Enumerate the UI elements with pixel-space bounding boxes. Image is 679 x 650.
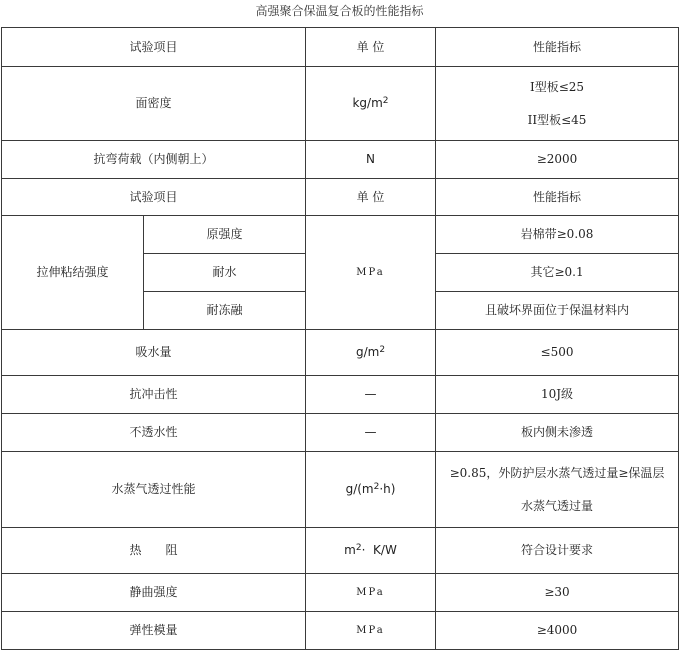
row-water-absorption-value: ≤500 [436,330,679,376]
row-thermal-item: 热 阻 [2,528,306,574]
row-tensile-value-1: 岩棉带≥0.08 [436,216,679,254]
value-line-1: ≥0.85，外防护层水蒸气透过量≥保温层 [449,466,665,481]
unit-superscript: 2 [379,345,386,356]
row-modulus-unit: MPa [306,612,436,650]
header-unit: 单 位 [306,179,436,216]
row-impact-unit: — [306,376,436,414]
unit-base: kg/m [352,96,383,111]
performance-table [1,27,679,650]
table-row [2,376,679,414]
table-row [2,216,679,254]
row-vapor-unit [306,452,436,528]
table-row [2,528,679,574]
row-vapor-item: 水蒸气透过性能 [2,452,306,528]
header-item: 试验项目 [2,28,306,67]
header-index: 性能指标 [436,28,679,67]
unit-superscript: 2 [373,482,380,493]
row-water-absorption-item: 吸水量 [2,330,306,376]
value-line-1: I型板≤25 [529,80,585,95]
value-line-2: 水蒸气透过量 [521,498,594,513]
row-tensile-sub-original: 原强度 [144,216,306,254]
row-tensile-sub-water: 耐水 [144,254,306,292]
row-impact-item: 抗冲击性 [2,376,306,414]
row-flexural-value: ≥30 [436,574,679,612]
table-row [2,141,679,179]
row-tensile-sub-freeze: 耐冻融 [144,292,306,330]
row-bending-item: 抗弯荷载（内侧朝上） [2,141,306,179]
table-row [2,452,679,528]
row-flexural-item: 静曲强度 [2,574,306,612]
value-line-2: II型板≤45 [527,112,587,127]
row-tensile-value-3: 且破坏界面位于保温材料内 [436,292,679,330]
row-tensile-value-2: 其它≥0.1 [436,254,679,292]
row-density-unit [306,67,436,141]
row-density-item: 面密度 [2,67,306,141]
row-water-absorption-unit [306,330,436,376]
table-row [2,574,679,612]
header-unit: 单 位 [306,28,436,67]
unit-post: ·h) [379,482,396,497]
unit-pre: g/(m [345,482,374,497]
row-impermeability-item: 不透水性 [2,414,306,452]
row-thermal-unit [306,528,436,574]
unit-superscript: 2 [355,543,362,554]
row-tensile-item: 拉伸粘结强度 [2,216,144,330]
row-impermeability-unit: — [306,414,436,452]
row-vapor-value [436,452,679,528]
unit-base: m [344,543,356,558]
row-bending-unit: N [306,141,436,179]
row-bending-value: ≥2000 [436,141,679,179]
row-modulus-value: ≥4000 [436,612,679,650]
table-header-row-repeat [2,179,679,216]
row-modulus-item: 弹性模量 [2,612,306,650]
table-row [2,330,679,376]
row-density-value [436,67,679,141]
row-impermeability-value: 板内侧未渗透 [436,414,679,452]
row-tensile-unit: MPa [306,216,436,330]
table-row [2,414,679,452]
unit-superscript: 2 [382,96,389,107]
unit-base: g/m [355,345,380,360]
header-index: 性能指标 [436,179,679,216]
unit-post: · K/W [361,543,397,558]
table-title: 高强聚合保温复合板的性能指标 [255,4,424,18]
row-flexural-unit: MPa [306,574,436,612]
row-thermal-value: 符合设计要求 [436,528,679,574]
row-impact-value: 10J级 [436,376,679,414]
header-item: 试验项目 [2,179,306,216]
table-row [2,67,679,141]
table-row [2,612,679,650]
table-header-row [2,28,679,67]
